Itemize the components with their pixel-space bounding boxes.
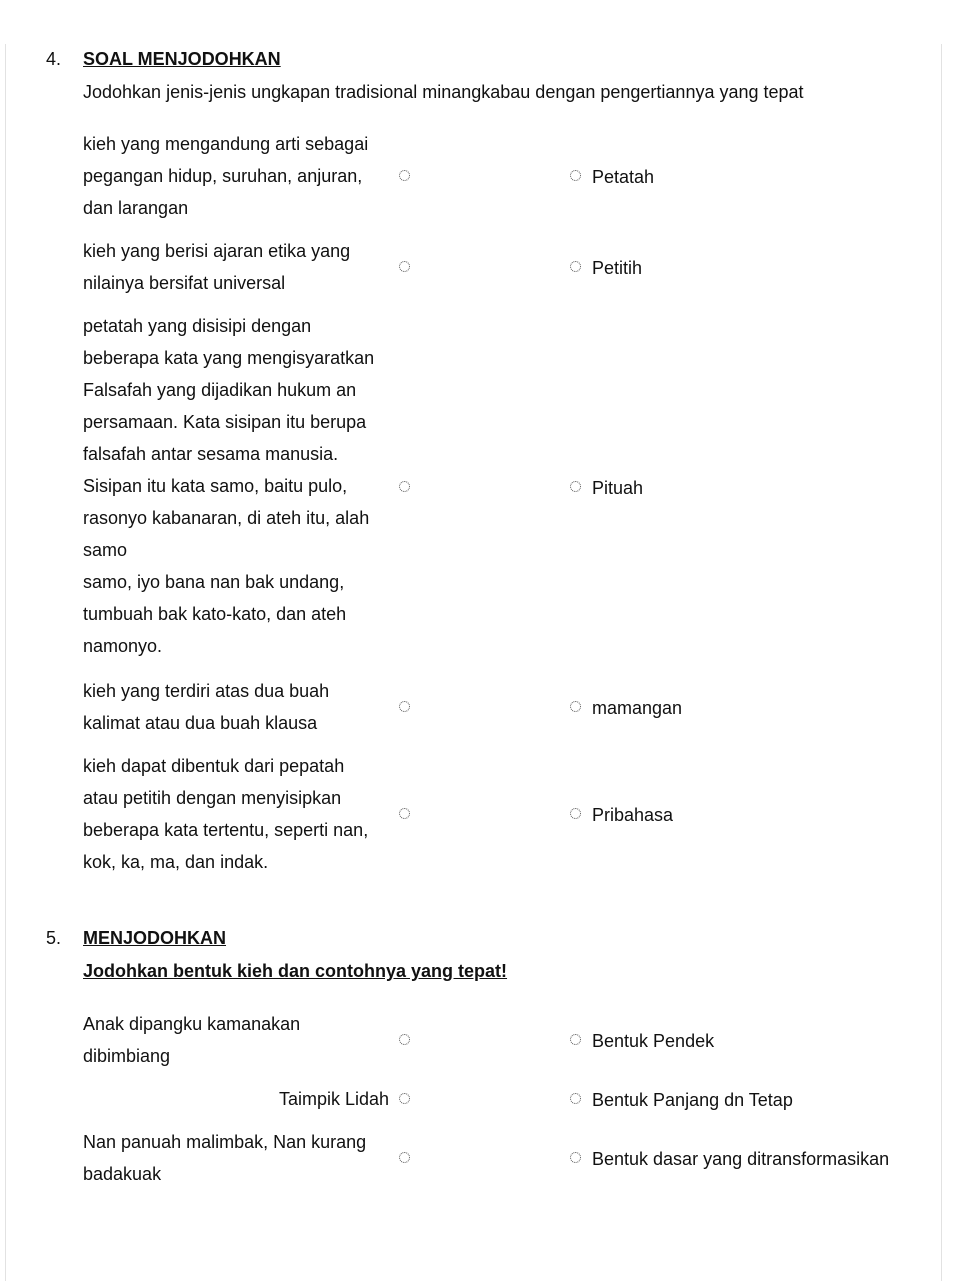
right-connector-dot[interactable]	[570, 170, 583, 183]
q5-statement: Nan panuah malimbak, Nan kurang badakuak	[83, 1132, 367, 1184]
card-border-right	[941, 44, 942, 1281]
right-connector-dot[interactable]	[570, 1152, 583, 1165]
q4-answer-option: Pribahasa	[592, 805, 674, 825]
left-connector-dot[interactable]	[399, 1093, 412, 1106]
left-connector-dot[interactable]	[399, 481, 412, 494]
q5-match-row	[83, 1083, 903, 1115]
q4-statement: kieh yang terdiri atas dua buah kalimat atau dua buah klausa	[83, 681, 330, 733]
q5-statement: Anak dipangku kamanakan dibimbiang	[83, 1014, 301, 1066]
q4-answer-option: mamangan	[592, 698, 683, 718]
left-connector-dot[interactable]	[399, 701, 412, 714]
q5-statement: Taimpik Lidah	[278, 1089, 389, 1109]
right-connector-dot[interactable]	[570, 701, 583, 714]
q4-answer-option: Petatah	[592, 167, 655, 187]
q5-answer-option: Bentuk Panjang dn Tetap	[592, 1090, 793, 1110]
right-connector-dot[interactable]	[570, 1034, 583, 1047]
left-connector-dot[interactable]	[399, 170, 412, 183]
card-border-left	[5, 44, 6, 1281]
q4-match-row	[83, 750, 903, 878]
q5-match-row	[83, 1126, 903, 1190]
question-5-number: 5.	[46, 928, 62, 948]
left-connector-dot[interactable]	[399, 261, 412, 274]
q4-statement: kieh dapat dibentuk dari pepatah atau petitih dengan menyisipkan beberapa kata tertentu, seperti nan, kok, ka, ma, dan indak.	[83, 756, 369, 872]
q4-answer-option: Petitih	[592, 258, 643, 278]
right-connector-dot[interactable]	[570, 808, 583, 821]
left-connector-dot[interactable]	[399, 1034, 412, 1047]
q5-answer-option: Bentuk Pendek	[592, 1031, 715, 1051]
q4-statement: kieh yang berisi ajaran etika yang nilainya bersifat universal	[83, 241, 351, 293]
right-connector-dot[interactable]	[570, 261, 583, 274]
question-5-title: MENJODOHKAN	[83, 928, 227, 948]
q4-match-row	[83, 310, 903, 662]
q4-answer-option: Pituah	[592, 478, 644, 498]
left-connector-dot[interactable]	[399, 808, 412, 821]
q5-answer-option: Bentuk dasar yang ditransformasikan	[592, 1149, 890, 1169]
right-connector-dot[interactable]	[570, 481, 583, 494]
q4-statement: petatah yang disisipi dengan beberapa kata yang mengisyaratkan Falsafah yang dijadikan hukum an persamaan. Kata sisipan itu berupa falsafah antar sesama manusia. Sisipan itu kata samo, baitu pulo, rasonyo kabanaran, di ateh itu, alah samo samo, iyo bana nan bak undang, tumbuah bak kato-kato, dan ateh namonyo.	[83, 316, 375, 656]
question-4-number: 4.	[46, 49, 62, 69]
q4-statement: kieh yang mengandung arti sebagai pegangan hidup, suruhan, anjuran, dan larangan	[83, 134, 369, 218]
q4-match-row	[83, 235, 903, 299]
q4-match-row	[83, 675, 903, 739]
q4-match-row	[83, 128, 903, 224]
question-5-instruction: Jodohkan bentuk kieh dan contohnya yang tepat!	[83, 961, 508, 981]
right-connector-dot[interactable]	[570, 1093, 583, 1106]
q5-match-row	[83, 1008, 903, 1072]
question-4-title: SOAL MENJODOHKAN	[83, 49, 281, 69]
question-4-instruction: Jodohkan jenis-jenis ungkapan tradisional minangkabau dengan pengertiannya yang tepat	[83, 82, 804, 102]
left-connector-dot[interactable]	[399, 1152, 412, 1165]
